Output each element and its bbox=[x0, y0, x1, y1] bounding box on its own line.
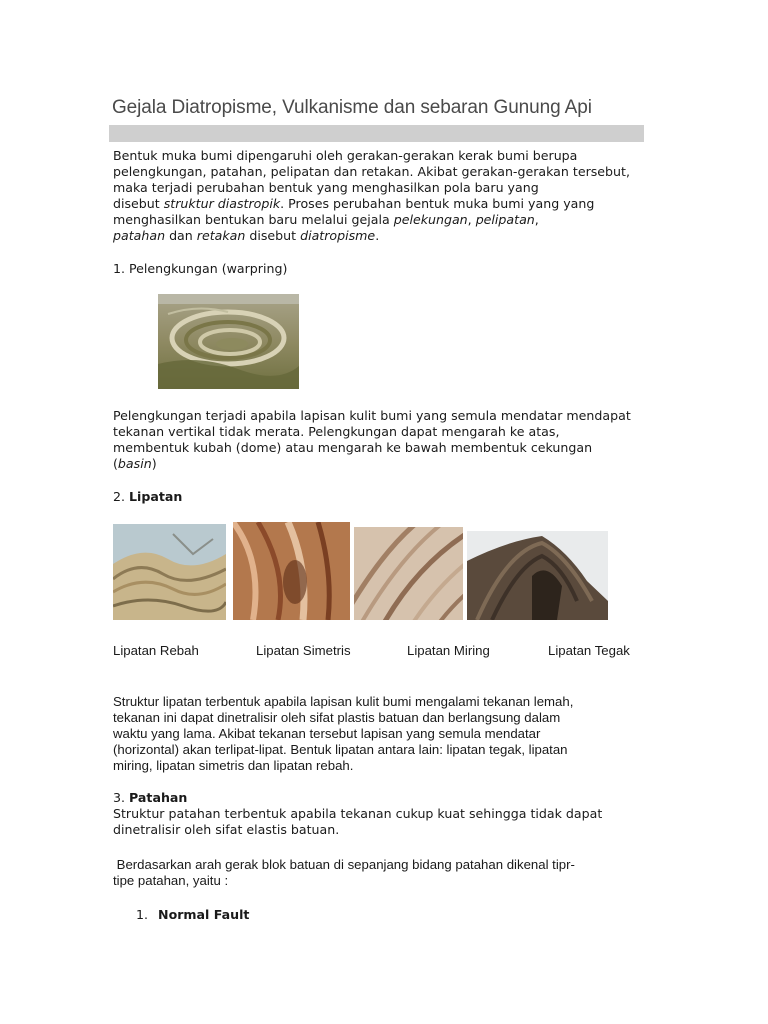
term-basin: basin bbox=[117, 456, 152, 471]
patahan-text-3: Berdasarkan arah gerak blok batuan di sepanjang bidang patahan dikenal tipr- bbox=[113, 857, 575, 872]
lipatan-tegak-photo bbox=[467, 531, 608, 620]
section-number: 3. bbox=[113, 790, 130, 805]
page-title: Gejala Diatropisme, Vulkanisme dan sebaran Gunung Api bbox=[112, 97, 592, 118]
lipatan-text-1: Struktur lipatan terbentuk apabila lapisan kulit bumi mengalami tekanan lemah, bbox=[113, 694, 574, 709]
title-underline-bar bbox=[109, 125, 644, 142]
intro-text: . Proses perubahan bentuk muka bumi yang yang bbox=[280, 196, 595, 211]
intro-text: dan bbox=[165, 228, 197, 243]
paren-open: ( bbox=[113, 456, 118, 471]
lipatan-text-4: (horizontal) akan terlipat-lipat. Bentuk lipatan antara lain: lipatan tegak, lipatan bbox=[113, 742, 568, 757]
intro-line-6 bbox=[113, 228, 379, 244]
patahan-text-4: tipe patahan, yaitu : bbox=[113, 873, 229, 888]
list-item-normal-fault bbox=[136, 907, 249, 922]
intro-text: , bbox=[467, 212, 476, 227]
lipatan-text-2: tekanan ini dapat dinetralisir oleh sifat plastis batuan dan berlangsung dalam bbox=[113, 710, 561, 725]
intro-text: . bbox=[375, 228, 380, 243]
intro-line-4 bbox=[113, 196, 594, 212]
pelengkungan-text-3: membentuk kubah (dome) atau mengarah ke bawah membentuk cekungan bbox=[113, 440, 593, 455]
term-pelipatan: pelipatan bbox=[475, 212, 535, 227]
term-patahan: patahan bbox=[113, 228, 166, 243]
intro-text: , bbox=[534, 212, 539, 227]
section-heading-patahan bbox=[113, 790, 187, 805]
intro-line-5 bbox=[113, 212, 539, 228]
lipatan-rebah-photo bbox=[113, 524, 226, 620]
intro-text: disebut bbox=[245, 228, 301, 243]
intro-text: menghasilkan bentukan baru melalui gejala bbox=[113, 212, 394, 227]
lipatan-miring-photo bbox=[354, 527, 463, 620]
caption-lipatan-simetris: Lipatan Simetris bbox=[256, 643, 351, 658]
section-title: Patahan bbox=[129, 790, 188, 805]
list-number: 1. bbox=[136, 907, 149, 922]
pelengkungan-text-1: Pelengkungan terjadi apabila lapisan kulit bumi yang semula mendatar mendapat bbox=[113, 408, 631, 423]
term-diatropisme: diatropisme bbox=[300, 228, 376, 243]
intro-text: disebut bbox=[113, 196, 164, 211]
section-heading-lipatan bbox=[113, 489, 182, 504]
intro-line-2: pelengkungan, patahan, pelipatan dan retakan. Akibat gerakan-gerakan tersebut, bbox=[113, 164, 630, 179]
intro-line-1: Bentuk muka bumi dipengaruhi oleh gerakan-gerakan kerak bumi berupa bbox=[113, 148, 578, 163]
section-number: 2. bbox=[113, 489, 130, 504]
patahan-text-1: Struktur patahan terbentuk apabila tekanan cukup kuat sehingga tidak dapat bbox=[113, 806, 603, 821]
section-title: Lipatan bbox=[129, 489, 183, 504]
lipatan-text-3: waktu yang lama. Akibat tekanan tersebut lapisan yang semula mendatar bbox=[113, 726, 541, 741]
list-item-label: Normal Fault bbox=[158, 907, 250, 922]
paren-close: ) bbox=[151, 456, 157, 471]
term-retakan: retakan bbox=[196, 228, 246, 243]
term-struktur-diastropik: struktur diastropik bbox=[163, 196, 281, 211]
pelengkungan-photo bbox=[158, 294, 299, 389]
term-pelekungan: pelekungan bbox=[393, 212, 468, 227]
patahan-text-2: dinetralisir oleh sifat elastis batuan. bbox=[113, 822, 340, 837]
caption-lipatan-tegak: Lipatan Tegak bbox=[548, 643, 630, 658]
lipatan-text-5: miring, lipatan simetris dan lipatan rebah. bbox=[113, 758, 354, 773]
lipatan-simetris-photo bbox=[233, 522, 350, 620]
pelengkungan-text-4 bbox=[113, 456, 157, 472]
pelengkungan-text-2: tekanan vertikal tidak merata. Pelengkungan dapat mengarah ke atas, bbox=[113, 424, 560, 439]
intro-line-3: maka terjadi perubahan bentuk yang menghasilkan pola baru yang bbox=[113, 180, 539, 195]
caption-lipatan-rebah: Lipatan Rebah bbox=[113, 643, 199, 658]
caption-lipatan-miring: Lipatan Miring bbox=[407, 643, 490, 658]
section-heading-pelengkungan: 1. Pelengkungan (warpring) bbox=[113, 261, 288, 276]
